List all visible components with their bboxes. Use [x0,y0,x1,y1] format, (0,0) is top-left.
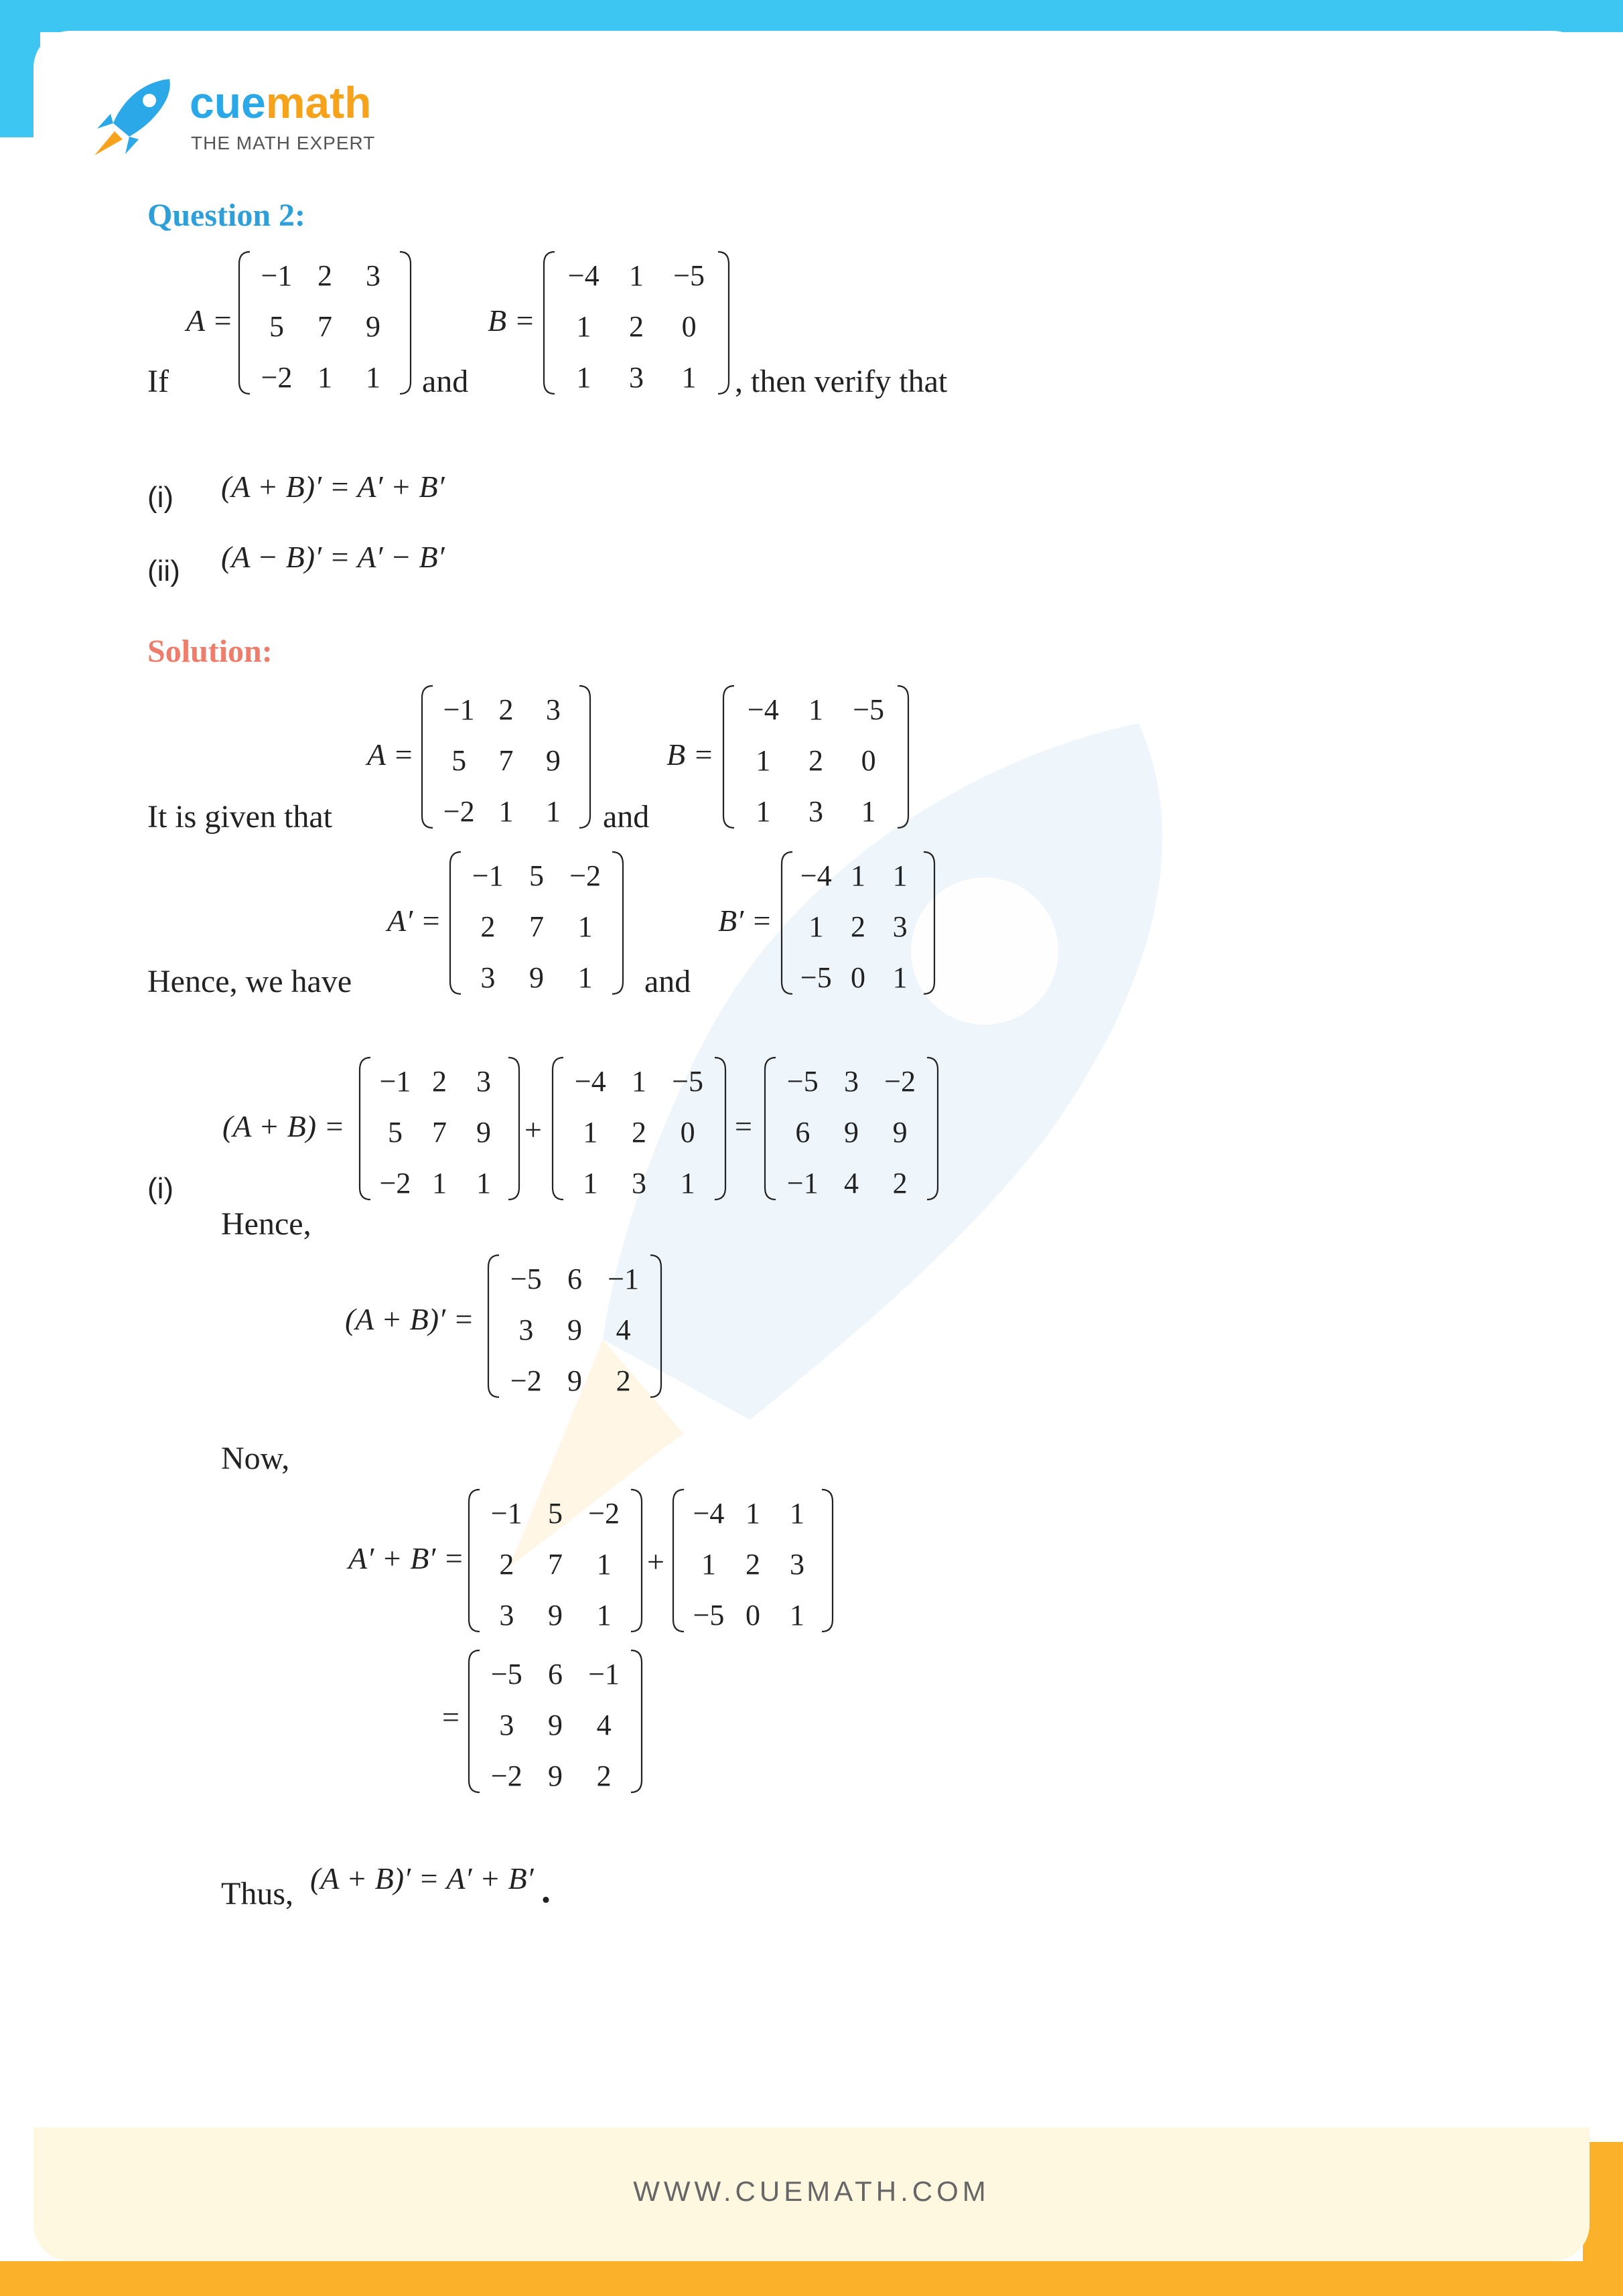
matrix-cell: 1 [596,1548,612,1581]
matrix-cell: −1 [490,1497,522,1530]
matrix-cell: 1 [790,1599,804,1632]
matrix-cell: −2 [569,859,602,892]
matrix-cell: 2 [628,310,644,343]
matrix-cell: −5 [510,1263,542,1295]
part-ii-statement: (A − B)′ = A′ − B′ [221,540,445,574]
matrix-cell: 2 [892,1167,908,1200]
matrix-cell: 5 [388,1116,403,1149]
matrix-cell: 7 [528,910,544,943]
matrix-cell: 1 [892,859,908,892]
matrix-cell: 2 [850,910,865,943]
matrix-b-label: B = [488,303,535,338]
top-accent-bar [0,0,1623,32]
matrix-cell: −5 [673,259,705,292]
sol-part-i-label: (i) [147,1172,174,1205]
matrix-cell: 1 [583,1167,598,1200]
matrix-cell: −5 [490,1658,522,1691]
matrix-cell: 1 [476,1167,491,1200]
right-parenthesis [924,852,934,994]
right-parenthesis [715,1058,725,1200]
matrix-cell: −2 [884,1065,916,1098]
matrix-cell: −5 [800,961,832,994]
hence-text: Hence, [221,1206,311,1242]
matrix-cell: −5 [853,693,885,726]
equals-sign-1: = [735,1109,752,1143]
matrix-cell: 2 [631,1116,646,1149]
brand-logo [190,80,371,125]
matrix-cell: 1 [681,361,697,394]
at-plus-bt-label: A′ + B′ = [348,1541,464,1575]
matrix-cell: 7 [498,744,514,777]
sum-result-matrix [764,1055,939,1202]
matrix-cell: 3 [808,795,823,828]
right-parenthesis [508,1058,519,1200]
conclusion-period: . [541,1869,551,1911]
matrix-cell: −4 [693,1497,725,1530]
part-i-label: (i) [147,481,174,514]
plus-sign-1: + [524,1113,542,1147]
left-parenthesis [765,1058,776,1200]
sol-and-1: and [603,799,650,835]
rocket-logo-icon [90,75,178,159]
left-parenthesis [673,1490,684,1632]
matrix-cell: 6 [795,1116,810,1149]
matrix-cell: 6 [547,1658,563,1691]
matrix-cell: 1 [628,259,644,292]
left-parenthesis [422,686,433,828]
matrix-cell: 3 [480,961,496,994]
matrix-cell: −1 [472,859,504,892]
matrix-cell: 1 [892,961,908,994]
part-i-statement: (A + B)′ = A′ + B′ [221,470,445,504]
right-parenthesis [631,1490,642,1632]
sol-and-2: and [644,964,691,999]
matrix-cell: −1 [443,693,475,726]
matrix-cell: −1 [379,1065,411,1098]
left-parenthesis [450,852,461,994]
matrix-cell: 2 [480,910,496,943]
matrix-cell: 1 [498,795,514,828]
matrix-cell: 4 [843,1167,859,1200]
then-verify-text: , then verify that [735,364,948,399]
matrix-cell: 9 [547,1709,563,1741]
matrix-cell: 2 [746,1548,760,1581]
matrix-cell: 1 [756,795,771,828]
matrix-cell: 0 [680,1116,695,1149]
sol-b-label: B = [666,737,714,772]
matrix-cell: 1 [746,1497,760,1530]
matrix-cell: 4 [616,1313,631,1346]
matrix-cell: 0 [681,310,697,343]
right-parenthesis [650,1255,661,1397]
matrix-a-label: A = [186,303,233,338]
sum-matrix-at [468,1487,643,1634]
matrix-cell: 1 [808,910,824,943]
right-parenthesis [898,686,908,828]
left-parenthesis [469,1490,480,1632]
matrix-cell: 2 [616,1364,631,1397]
part-ii-label: (ii) [147,555,180,587]
matrix-cell: 9 [892,1116,908,1149]
left-parenthesis [360,1058,370,1200]
sol-matrix-a [421,683,591,831]
footer-url: WWW.CUEMATH.COM [633,2175,990,2207]
matrix-cell: −1 [608,1263,640,1295]
matrix-cell: 3 [843,1065,859,1098]
matrix-cell: 5 [451,744,467,777]
matrix-cell: 1 [577,910,593,943]
matrix-cell: 1 [432,1167,447,1200]
plus-sign-2: + [647,1545,664,1579]
right-parenthesis [631,1650,642,1792]
brand-tagline: THE MATH EXPERT [191,133,376,153]
sum-matrix-a [358,1055,520,1202]
matrix-cell: 1 [317,361,332,394]
matrix-cell: 3 [628,361,644,394]
matrix-cell: 1 [576,361,591,394]
matrix-cell: 0 [850,961,865,994]
matrix-cell: 1 [790,1497,804,1530]
right-parenthesis [822,1490,833,1632]
matrix-cell: 2 [499,1548,514,1581]
matrix-cell: −4 [567,259,599,292]
matrix-cell: 0 [746,1599,760,1632]
sum-matrix-b [551,1055,727,1202]
matrix-cell: 1 [631,1065,646,1098]
sol-matrix-bt [780,849,936,997]
matrix-cell: 1 [850,859,865,892]
matrix-cell: 9 [547,1599,563,1632]
matrix-a [238,249,412,397]
sum-label: (A + B) = [222,1109,345,1143]
brand-part-2: math [265,78,372,127]
matrix-cell: −2 [510,1364,542,1397]
sum-matrix-bt [672,1487,834,1634]
right-parenthesis [579,686,590,828]
matrix-cell: 1 [576,310,591,343]
sol-matrix-at [449,849,624,997]
left-parenthesis [553,1058,563,1200]
matrix-cell: 5 [269,310,284,343]
matrix-cell: 4 [596,1709,612,1741]
matrix-cell: −5 [786,1065,819,1098]
matrix-cell: 1 [583,1116,598,1149]
matrix-cell: 3 [476,1065,491,1098]
matrix-cell: −5 [672,1065,704,1098]
matrix-cell: 1 [680,1167,695,1200]
question-heading: Question 2: [147,198,306,233]
matrix-cell: −2 [443,795,475,828]
matrix-cell: 1 [808,693,823,726]
left-parenthesis [723,686,734,828]
matrix-cell: 1 [366,361,380,394]
matrix-cell: 2 [317,259,332,292]
matrix-cell: −4 [574,1065,606,1098]
matrix-cell: −4 [800,859,832,892]
matrix-cell: 1 [577,961,593,994]
matrix-cell: 7 [547,1548,563,1581]
matrix-cell: 3 [631,1167,646,1200]
matrix-cell: 6 [567,1263,582,1295]
matrix-cell: 1 [861,795,876,828]
matrix-cell: 3 [499,1599,514,1632]
matrix-cell: −5 [693,1599,725,1632]
matrix-cell: −4 [747,693,779,726]
matrix-cell: 9 [476,1116,491,1149]
matrix-cell: 9 [567,1364,582,1397]
right-parenthesis [400,252,411,394]
matrix-cell: 5 [528,859,544,892]
hence-have-text: Hence, we have [147,964,352,999]
left-parenthesis [782,852,792,994]
sol-bt-label: B′ = [718,904,772,938]
matrix-cell: −1 [261,259,293,292]
matrix-cell: 3 [892,910,908,943]
matrix-cell: 7 [432,1116,447,1149]
if-word: If [147,364,169,399]
now-text: Now, [221,1441,290,1476]
matrix-cell: 1 [596,1599,612,1632]
matrix-cell: 2 [498,693,514,726]
matrix-cell: 3 [366,259,380,292]
thus-text: Thus, [221,1876,293,1912]
left-parenthesis [488,1255,499,1397]
conclusion-statement: (A + B)′ = A′ + B′ [310,1861,534,1895]
matrix-cell: −2 [588,1497,620,1530]
matrix-cell: 3 [518,1313,534,1346]
matrix-cell: −1 [786,1167,819,1200]
matrix-cell: 1 [701,1548,716,1581]
matrix-cell: 2 [596,1760,612,1792]
matrix-cell: 9 [567,1313,582,1346]
at-plus-bt-result-matrix [468,1648,643,1795]
matrix-cell: 1 [545,795,561,828]
bottom-accent-bar [0,2261,1623,2296]
solution-heading: Solution: [147,634,273,669]
equals-sign-2: = [442,1700,460,1734]
left-parenthesis [544,252,555,394]
matrix-cell: 9 [547,1760,563,1792]
matrix-cell: 9 [545,744,561,777]
matrix-cell: 3 [545,693,561,726]
brand-part-1: cue [190,78,266,127]
matrix-cell: 9 [366,310,380,343]
matrix-cell: 2 [808,744,823,777]
left-parenthesis [469,1650,480,1792]
and-word: and [422,364,469,399]
matrix-b [543,249,730,397]
matrix-cell: 5 [547,1497,563,1530]
matrix-cell: −1 [588,1658,620,1691]
matrix-cell: 9 [528,961,544,994]
sol-a-label: A = [367,737,414,772]
matrix-cell: 7 [317,310,332,343]
sol-matrix-b [722,683,910,831]
left-parenthesis [239,252,250,394]
matrix-cell: 1 [756,744,771,777]
matrix-cell: 3 [499,1709,514,1741]
sum-transpose-matrix [487,1252,662,1400]
matrix-cell: 9 [843,1116,859,1149]
transpose-label: (A + B)′ = [345,1302,474,1336]
right-parenthesis [927,1058,938,1200]
matrix-cell: 2 [432,1065,447,1098]
matrix-cell: 0 [861,744,876,777]
right-parenthesis [718,252,729,394]
matrix-cell: −2 [379,1167,411,1200]
matrix-cell: −2 [261,361,293,394]
sol-at-label: A′ = [387,904,441,938]
given-text: It is given that [147,799,332,835]
right-parenthesis [612,852,623,994]
matrix-cell: 3 [790,1548,804,1581]
matrix-cell: −2 [490,1760,522,1792]
